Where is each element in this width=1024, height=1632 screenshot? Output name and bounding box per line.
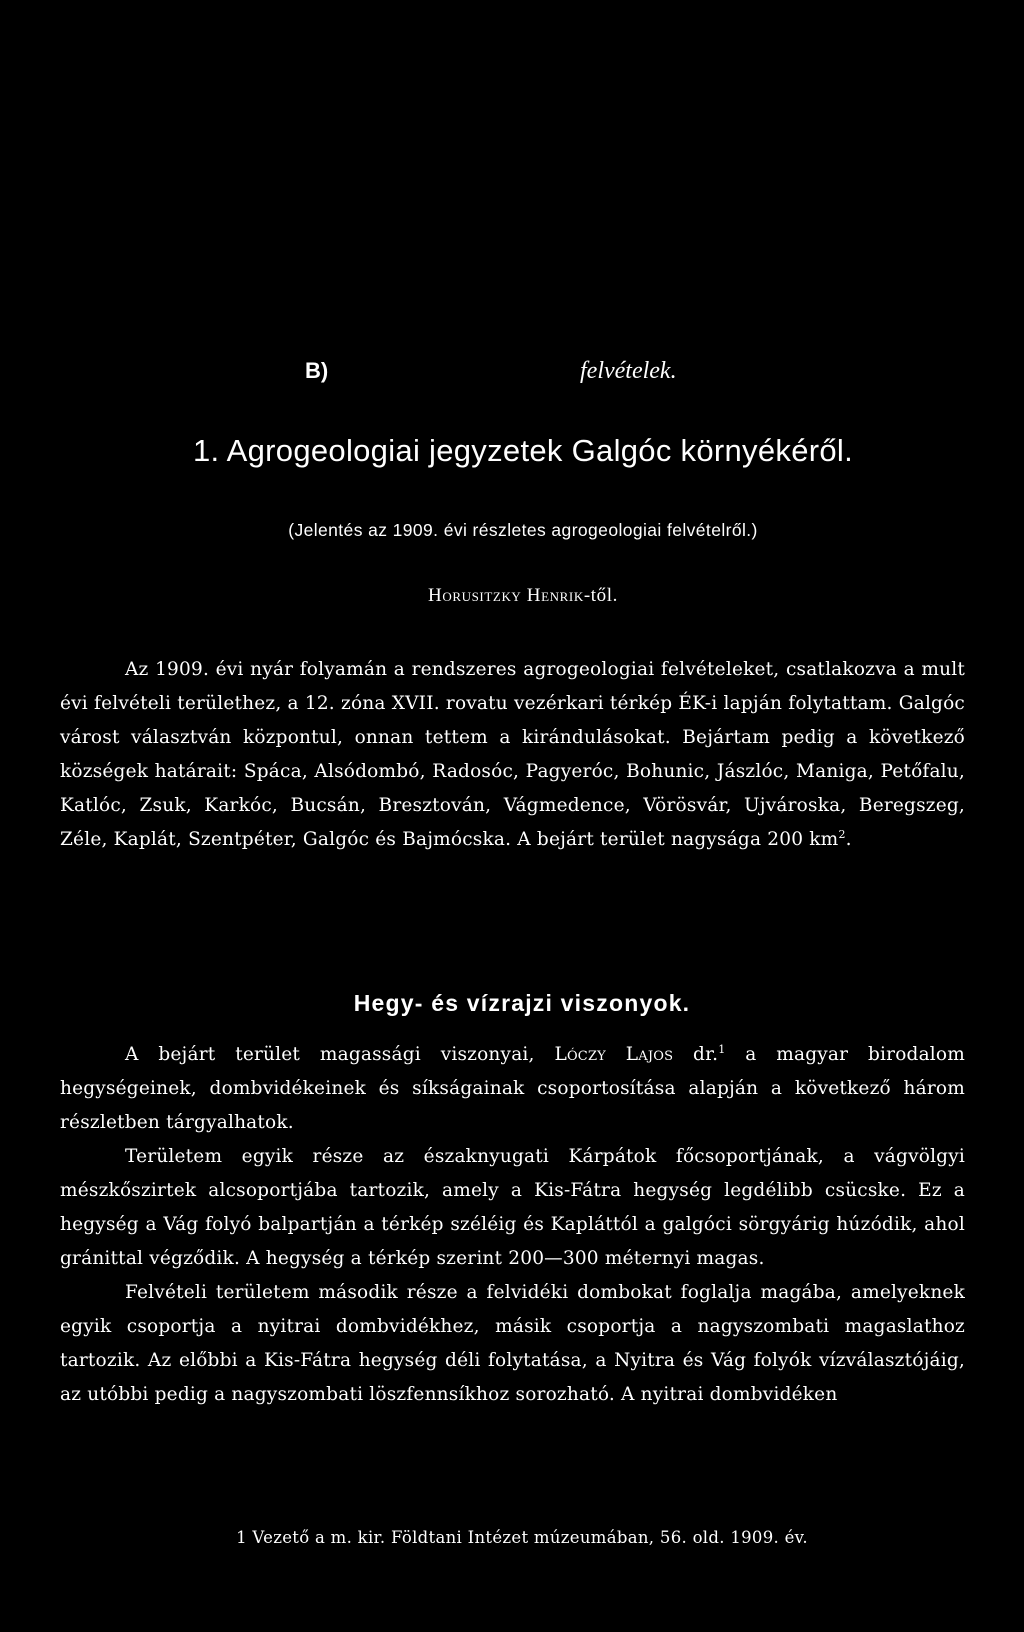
subsection-heading: Hegy- és vízrajzi viszonyok. (353, 990, 691, 1016)
paragraph-intro-text: Az 1909. évi nyár folyamán a rendszeres agrogeologiai felvételeket, csatlakozva a mult évi felvételi területhez, a 12. zóna XVII. rovatu vezérkari térkép ÉK-i lapján folytattam. Galgóc várost választván központul, onnan tettem a kirándulásokat. Bejártam pedig a következő községek határait: Spáca, Alsódombó, Radosóc, Pagyeróc, Bohunic, Jászlóc, Maniga, Petőfalu, Katlóc, Zsuk, Karkóc, Bucsán, Bresztován, Vágmedence, Vörösvár, Ujvároska, Beregszeg, Zéle, Kaplát, Szentpéter, Galgóc és Bajmócska. A bejárt terület nagysága 200 km (60, 659, 965, 850)
superscript-2: 2 (838, 827, 846, 841)
footnote-ref: 1 (718, 1042, 726, 1056)
intro-block (60, 653, 965, 857)
paragraph-part-one: Területem egyik része az északnyugati Kárpátok főcsoportjának, a vágvölgyi mészkőszirtek alcsoportjába tartozik, amely a Kis-Fátra hegység legdélibb csücske. Ez a hegység a Vág folyó balpartján a térkép széléig és Kapláttól a galgóci sörgyárig húzódik, ahol gránittal végződik. A hegység a térkép szerint 200—300 méternyi magas. (60, 1146, 965, 1269)
footnote-mark: 1 (236, 1528, 247, 1547)
footnote (0, 1528, 1024, 1547)
author-firstname: Henrik (526, 585, 584, 606)
cited-firstname: Lajos (625, 1044, 674, 1065)
article-subtitle: (Jelentés az 1909. évi részletes agrogeologiai felvételről.) (288, 520, 758, 540)
footnote-text: Vezető a m. kir. Földtani Intézet múzeumában, 56. old. 1909. év. (246, 1528, 808, 1547)
cited-title: dr. (673, 1044, 719, 1065)
paragraph-relief-before: A bejárt terület magassági viszonyai, (125, 1044, 555, 1065)
cited-surname: Lóczy (554, 1044, 606, 1065)
paragraph-relief-rest: a magyar birodalom hegységeinek, dombvidékeinek és síkságainak csoportosítása alapján a következő három részletben tárgyalhatok. (60, 1044, 965, 1133)
author-suffix: -től. (583, 585, 618, 606)
paragraph-part-two: Felvételi területem második része a felvidéki dombokat foglalja magába, amelyeknek egyik csoportja a nyitrai dombvidékhez, másik csoportja a nagyszombati magaslathoz tartozik. Az előbbi a Kis-Fátra hegység déli folytatása, a Nyitra és Vág folyók vízválasztójáig, az utóbbi pedig a nagyszombati löszfennsíkhoz sorozható. A nyitrai dombvidéken (60, 1282, 965, 1405)
article-title: 1. Agrogeologiai jegyzetek Galgóc környékéről. (192, 433, 854, 468)
paragraph-intro-end: . (845, 829, 852, 850)
author-line (0, 585, 1024, 607)
author-surname: Horusitzky (428, 585, 522, 606)
section-heading (0, 358, 1024, 398)
section-word: felvételek. (580, 358, 677, 384)
paragraph-intro (60, 653, 965, 857)
section-letter: B) (305, 358, 329, 383)
paragraph-relief (60, 1038, 965, 1140)
body-block (60, 1038, 965, 1412)
